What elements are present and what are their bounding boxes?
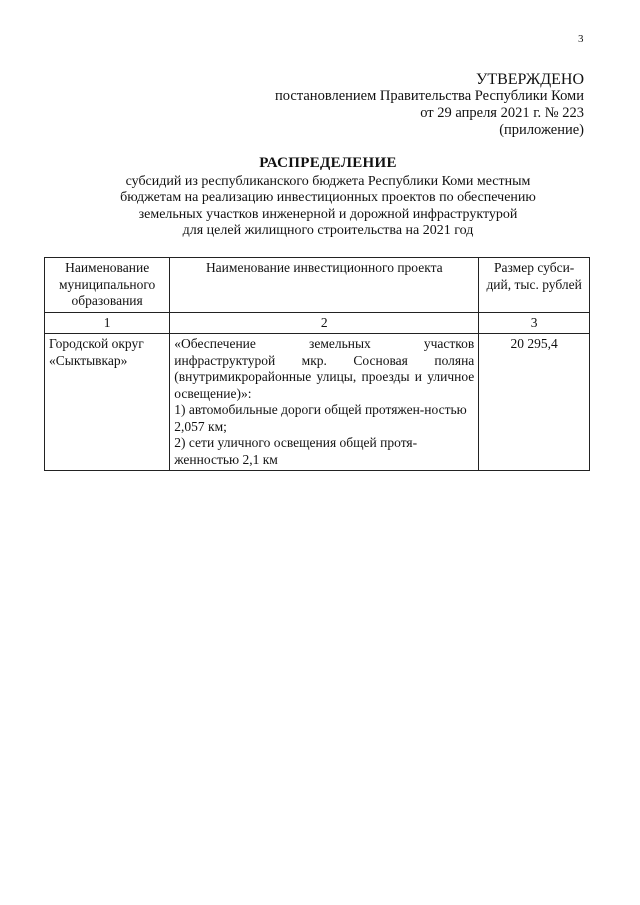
column-number-3: 3 — [479, 312, 590, 334]
table-header-row — [45, 258, 590, 313]
column-number-2: 2 — [170, 312, 479, 334]
header-project: Наименование инвестиционного проекта — [170, 258, 479, 313]
approval-title: УТВЕРЖДЕНО — [475, 71, 584, 88]
project-item-lighting: 2) сети уличного освещения общей протя-женностью 2,1 км — [174, 435, 418, 467]
document-subtitle-line-1: субсидий из республиканского бюджета Республики Коми местным — [125, 173, 531, 189]
approval-date: от 29 апреля 2021 г. № 223 — [420, 105, 584, 121]
header-amount: Размер субси-дий, тыс. рублей — [479, 258, 590, 313]
table-row — [45, 334, 590, 471]
document-heading: РАСПРЕДЕЛЕНИЕ — [259, 155, 397, 171]
distribution-table — [44, 257, 590, 471]
cell-project — [170, 334, 479, 471]
column-number-1: 1 — [45, 312, 170, 334]
project-item-roads: 1) автомобильные дороги общей протяжен-ностью 2,057 км; — [174, 402, 467, 434]
document-title — [60, 155, 596, 240]
project-intro: «Обеспечение земельных участков инфраструктурой мкр. Сосновая поляна (внутримикрорайонные улицы, проезды и уличное освещение)»: — [174, 336, 475, 401]
header-municipality: Наименование муниципального образования — [45, 258, 170, 313]
page-number: 3 — [578, 33, 584, 45]
document-subtitle-line-3: земельных участков инженерной и дорожной инфраструктурой — [138, 206, 518, 222]
approval-stamp — [275, 71, 584, 139]
approval-resolution: постановлением Правительства Республики Коми — [275, 88, 584, 104]
table-number-row — [45, 312, 590, 334]
approval-appendix: (приложение) — [499, 122, 584, 138]
document-subtitle-line-2: бюджетам на реализацию инвестиционных проектов по обеспечению — [120, 190, 536, 205]
document-subtitle-line-4: для целей жилищного строительства на 2021 год — [182, 223, 474, 238]
cell-amount: 20 295,4 — [479, 334, 590, 471]
cell-municipality: Городской округ «Сыктывкар» — [45, 334, 170, 471]
